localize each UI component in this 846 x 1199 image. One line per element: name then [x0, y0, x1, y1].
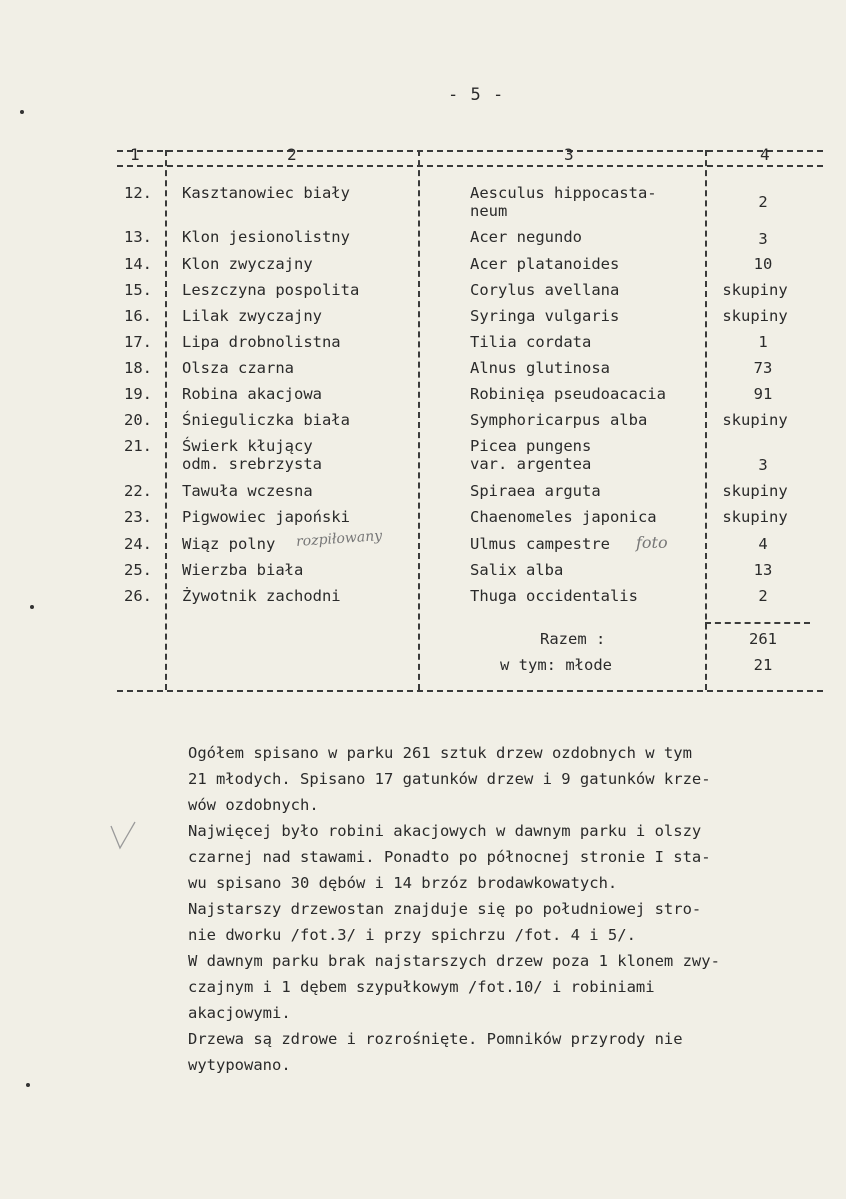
- latin-name: Syringa vulgaris: [470, 307, 620, 325]
- margin-dot-icon: [26, 1083, 30, 1087]
- count: 2: [758, 587, 768, 605]
- paragraph-line: W dawnym parku brak najstarszych drzew poza 1 klonem zwy-: [188, 952, 720, 970]
- margin-dot-icon: [20, 110, 24, 114]
- count: skupiny: [722, 482, 788, 500]
- polish-name: Leszczyna pospolita: [182, 281, 360, 299]
- count: 10: [753, 255, 773, 273]
- row-number: 22.: [124, 482, 152, 500]
- paragraph-line: nie dworku /fot.3/ i przy spichrzu /fot. 4 i 5/.: [188, 926, 636, 944]
- page-number: - 5 -: [448, 85, 505, 105]
- row-number: 18.: [124, 359, 152, 377]
- table-header-col2: 2: [287, 145, 297, 164]
- row-number: 21.: [124, 437, 152, 455]
- latin-name: Alnus glutinosa: [470, 359, 610, 377]
- row-number: 19.: [124, 385, 152, 403]
- polish-name: Lipa drobnolistna: [182, 333, 341, 351]
- young-label: w tym: młode: [500, 656, 612, 674]
- latin-name: Tilia cordata: [470, 333, 592, 351]
- polish-name: Pigwowiec japoński: [182, 508, 350, 526]
- table-col-divider-2: [418, 150, 420, 690]
- paragraph-line: wu spisano 30 dębów i 14 brzóz brodawkowatych.: [188, 874, 618, 892]
- latin-name: Acer negundo: [470, 228, 582, 246]
- count: 2: [758, 193, 768, 211]
- count: skupiny: [722, 307, 788, 325]
- polish-name: Kasztanowiec biały: [182, 184, 350, 202]
- handwritten-note-foto: foto: [636, 533, 668, 552]
- paragraph-line: 21 młodych. Spisano 17 gatunków drzew i 9 gatunków krze-: [188, 770, 711, 788]
- count: skupiny: [722, 411, 788, 429]
- table-col-divider-1: [165, 150, 167, 690]
- total-value: 261: [749, 630, 777, 648]
- young-value: 21: [753, 656, 773, 674]
- paragraph-line: wytypowano.: [188, 1056, 291, 1074]
- row-number: 14.: [124, 255, 152, 273]
- count: skupiny: [722, 281, 788, 299]
- row-number: 23.: [124, 508, 152, 526]
- paragraph-line: czajnym i 1 dębem szypułkowym /fot.10/ i robiniami: [188, 978, 655, 996]
- table-header-col4: 4: [760, 145, 770, 164]
- polish-name: Wierzba biała: [182, 561, 304, 579]
- polish-name: Śnieguliczka biała: [182, 411, 350, 429]
- latin-name: Symphoricarpus alba: [470, 411, 648, 429]
- polish-name: Tawuła wczesna: [182, 482, 313, 500]
- table-total-rule: [705, 622, 810, 624]
- table-header-rule: [117, 165, 823, 167]
- row-number: 15.: [124, 281, 152, 299]
- paragraph-line: wów ozdobnych.: [188, 796, 319, 814]
- paragraph-line: akacjowymi.: [188, 1004, 291, 1022]
- latin-name: Picea pungens var. argentea: [470, 437, 592, 473]
- latin-name: Salix alba: [470, 561, 564, 579]
- paragraph-line: czarnej nad stawami. Ponadto po północnej stronie I sta-: [188, 848, 711, 866]
- latin-name: Ulmus campestre: [470, 535, 610, 553]
- count: 3: [758, 456, 768, 474]
- count: 13: [753, 561, 773, 579]
- latin-name: Acer platanoides: [470, 255, 620, 273]
- latin-name: Thuga occidentalis: [470, 587, 638, 605]
- table-bottom-rule: [117, 690, 823, 692]
- polish-name: Klon jesionolistny: [182, 228, 350, 246]
- latin-name: Spiraea arguta: [470, 482, 601, 500]
- paragraph-line: Ogółem spisano w parku 261 sztuk drzew ozdobnych w tym: [188, 744, 692, 762]
- polish-name: Lilak zwyczajny: [182, 307, 322, 325]
- latin-name: Chaenomeles japonica: [470, 508, 657, 526]
- polish-name: Świerk kłujący odm. srebrzysta: [182, 437, 322, 473]
- paragraph-line: Drzewa są zdrowe i rozrośnięte. Pomników przyrody nie: [188, 1030, 683, 1048]
- latin-name: Corylus avellana: [470, 281, 620, 299]
- row-number: 12.: [124, 184, 152, 202]
- latin-name: Robinięa pseudoacacia: [470, 385, 666, 403]
- latin-name: Aesculus hippocasta- neum: [470, 184, 657, 220]
- total-label: Razem :: [540, 630, 606, 648]
- row-number: 17.: [124, 333, 152, 351]
- paragraph-line: Najstarszy drzewostan znajduje się po południowej stro-: [188, 900, 702, 918]
- row-number: 26.: [124, 587, 152, 605]
- polish-name: Robina akacjowa: [182, 385, 322, 403]
- count: 3: [758, 230, 768, 248]
- count: 4: [758, 535, 768, 553]
- row-number: 24.: [124, 535, 152, 553]
- paragraph-line: Najwięcej było robini akacjowych w dawnym parku i olszy: [188, 822, 702, 840]
- polish-name: Klon zwyczajny: [182, 255, 313, 273]
- table-top-rule: [117, 150, 823, 152]
- row-number: 20.: [124, 411, 152, 429]
- row-number: 25.: [124, 561, 152, 579]
- margin-dot-icon: [30, 605, 34, 609]
- count: 1: [758, 333, 768, 351]
- row-number: 13.: [124, 228, 152, 246]
- count: skupiny: [722, 508, 788, 526]
- polish-name: Żywotnik zachodni: [182, 587, 341, 605]
- polish-name: Olsza czarna: [182, 359, 294, 377]
- table-header-col1: 1: [130, 145, 140, 164]
- row-number: 16.: [124, 307, 152, 325]
- polish-name: Wiąz polny: [182, 535, 276, 553]
- handwritten-note-rozpilowany: rozpiłowany: [295, 528, 383, 550]
- count: 91: [753, 385, 773, 403]
- count: 73: [753, 359, 773, 377]
- table-header-col3: 3: [564, 145, 574, 164]
- check-mark-icon: [108, 820, 138, 852]
